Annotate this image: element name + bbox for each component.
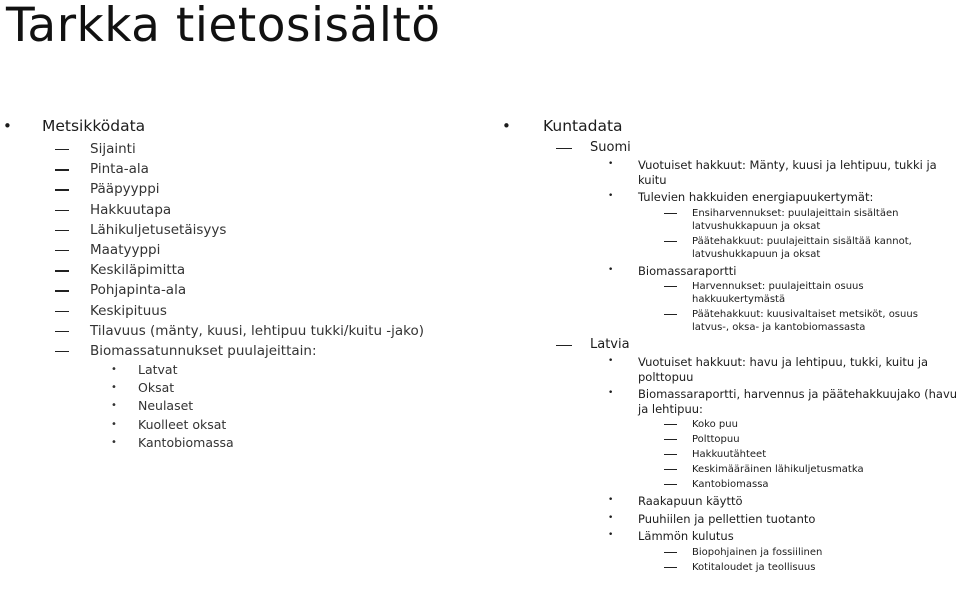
list-subitem-label: Biomassaraportti	[638, 263, 737, 278]
dash-icon	[55, 210, 69, 211]
list-item-label: Sijainti	[90, 141, 136, 157]
list-item	[0, 321, 470, 341]
list-item	[0, 260, 470, 280]
dash-icon	[55, 230, 69, 231]
list-subitem	[498, 157, 958, 189]
bullet-icon: •	[111, 418, 117, 430]
list-subsubitem	[498, 207, 954, 235]
list-item-label: Maatyyppi	[90, 241, 161, 258]
bullet-icon: •	[111, 400, 117, 412]
list-subitem	[498, 189, 958, 207]
bullet-icon: •	[608, 495, 614, 505]
list-subsubitem	[498, 478, 954, 493]
list-subitem	[0, 397, 470, 415]
bullet-icon: •	[608, 191, 614, 201]
list-subsubitem-label: Päätehakkuut: kuusivaltaiset metsiköt, osuus latvus-, oksa- ja kantobiomassasta	[692, 309, 918, 333]
dash-icon	[664, 454, 677, 455]
bullet-icon: •	[608, 356, 614, 366]
list-subitem-label: Biomassaraportti, harvennus ja päätehakkuujako (havu ja lehtipuu:	[638, 387, 958, 416]
list-subsubitem	[498, 448, 954, 463]
list-item-kuntadata	[498, 114, 960, 139]
list-item	[0, 280, 470, 300]
list-subitem	[498, 354, 958, 386]
dash-icon	[55, 270, 69, 271]
kuntadata-column	[498, 114, 960, 576]
list-subitem-label: Neulaset	[138, 398, 194, 414]
bullet-icon: •	[608, 512, 614, 523]
list-subitem-label: Lämmön kulutus	[638, 529, 734, 543]
list-item-label: Pääpyyppi	[90, 181, 160, 198]
list-subitem-label: Puuhiilen ja pellettien tuotanto	[638, 511, 816, 526]
list-subitem-label: Tulevien hakkuiden energiapuukertymät:	[638, 190, 874, 204]
dash-icon	[556, 148, 572, 149]
dash-icon	[55, 250, 69, 251]
bullet-icon: •	[502, 117, 511, 135]
dash-icon	[664, 439, 677, 440]
list-subitem-label: Vuotuiset hakkuut: Mänty, kuusi ja lehtipuu, tukki ja kuitu	[638, 158, 937, 187]
list-item	[0, 240, 470, 260]
dash-icon	[55, 331, 69, 332]
list-subitem-label: Vuotuiset hakkuut: havu ja lehtipuu, tukki, kuitu ja polttopuu	[638, 355, 929, 384]
list-subsubitem-label: Kotitaloudet ja teollisuus	[692, 561, 816, 573]
list-item-label: Pinta-ala	[90, 161, 149, 178]
list-subsubitem	[498, 308, 954, 336]
list-item-label: Biomassatunnukset puulajeittain:	[90, 342, 317, 359]
list-item	[0, 179, 470, 199]
bullet-icon: •	[111, 436, 117, 448]
list-subitem	[498, 528, 958, 546]
list-subitem	[498, 511, 958, 529]
bullet-icon: •	[111, 364, 117, 376]
list-subitem-label: Kantobiomassa	[138, 434, 234, 450]
dash-icon	[55, 169, 69, 170]
list-item-label: Hakkuutapa	[90, 201, 172, 218]
list-item-label: Tilavuus (mänty, kuusi, lehtipuu tukki/kuitu -jako)	[90, 322, 425, 339]
list-subsubitem	[498, 433, 954, 448]
list-subsubitem-label: Koko puu	[692, 419, 738, 430]
dash-icon	[664, 567, 677, 568]
list-subitem	[0, 434, 470, 452]
list-subitem	[0, 379, 470, 397]
list-subsubitem-label: Keskimääräinen lähikuljetusmatka	[692, 464, 864, 475]
page-title: Tarkka tietosisältö	[6, 0, 441, 53]
latvia-label: Latvia	[590, 337, 630, 352]
dash-icon	[664, 314, 677, 315]
list-item	[0, 341, 470, 361]
list-item-metsikkodata	[0, 114, 470, 139]
list-subitem	[0, 416, 470, 434]
list-subsubitem-label: Harvennukset: puulajeittain osuus hakkuukertymästä	[692, 281, 864, 305]
list-subsubitem	[498, 235, 954, 263]
list-subsubitem-label: Polttopuu	[692, 434, 740, 445]
dash-icon	[664, 424, 677, 425]
kuntadata-heading: Kuntadata	[543, 117, 623, 135]
dash-icon	[664, 469, 677, 470]
bullet-icon: •	[608, 159, 614, 169]
dash-icon	[664, 552, 677, 553]
dash-icon	[55, 149, 69, 150]
list-subitem-label: Kuolleet oksat	[138, 416, 227, 432]
list-item-label: Lähikuljetusetäisyys	[90, 221, 227, 238]
list-subitem-label: Latvat	[138, 362, 178, 378]
list-subsubitem-label: Päätehakkuut: puulajeittain sisältää kannot, latvushukkapuun ja oksat	[692, 235, 912, 260]
list-item	[0, 139, 470, 159]
bullet-icon: •	[608, 388, 614, 398]
list-item-latvia	[498, 336, 960, 354]
dash-icon	[664, 213, 677, 214]
bullet-icon: •	[3, 117, 12, 135]
dash-icon	[55, 290, 69, 291]
dash-icon	[55, 311, 69, 312]
list-subsubitem-label: Biopohjainen ja fossiilinen	[692, 546, 823, 558]
metsikkodata-heading: Metsikködata	[42, 117, 146, 135]
list-item	[0, 220, 470, 240]
list-item-label: Keskipituus	[90, 302, 167, 319]
list-subitem	[498, 386, 958, 418]
list-item-suomi	[498, 139, 960, 157]
list-subsubitem	[498, 280, 954, 308]
list-item	[0, 200, 470, 220]
bullet-icon: •	[608, 530, 614, 540]
list-subsubitem	[498, 561, 954, 576]
dash-icon	[55, 351, 69, 352]
dash-icon	[664, 241, 677, 242]
dash-icon	[55, 189, 69, 190]
dash-icon	[664, 484, 677, 485]
list-subsubitem	[498, 546, 954, 561]
bullet-icon: •	[608, 264, 614, 275]
list-subitem	[0, 361, 470, 379]
metsikkodata-column	[0, 114, 470, 452]
suomi-label: Suomi	[590, 140, 631, 155]
list-subitem-label: Oksat	[138, 380, 175, 396]
list-item	[0, 159, 470, 179]
list-subsubitem-label: Ensiharvennukset: puulajeittain sisältäen latvushukkapuun ja oksat	[692, 207, 899, 232]
list-subitem	[498, 263, 958, 281]
list-subsubitem-label: Kantobiomassa	[692, 479, 769, 490]
list-item	[0, 301, 470, 321]
bullet-icon: •	[111, 382, 117, 394]
dash-icon	[664, 286, 677, 287]
list-subsubitem	[498, 463, 954, 478]
list-subitem	[498, 493, 958, 511]
list-subsubitem	[498, 418, 954, 433]
list-subsubitem-label: Hakkuutähteet	[692, 449, 767, 460]
dash-icon	[556, 345, 572, 346]
list-item-label: Pohjapinta-ala	[90, 282, 187, 299]
list-subitem-label: Raakapuun käyttö	[638, 494, 743, 508]
list-item-label: Keskiläpimitta	[90, 262, 186, 279]
